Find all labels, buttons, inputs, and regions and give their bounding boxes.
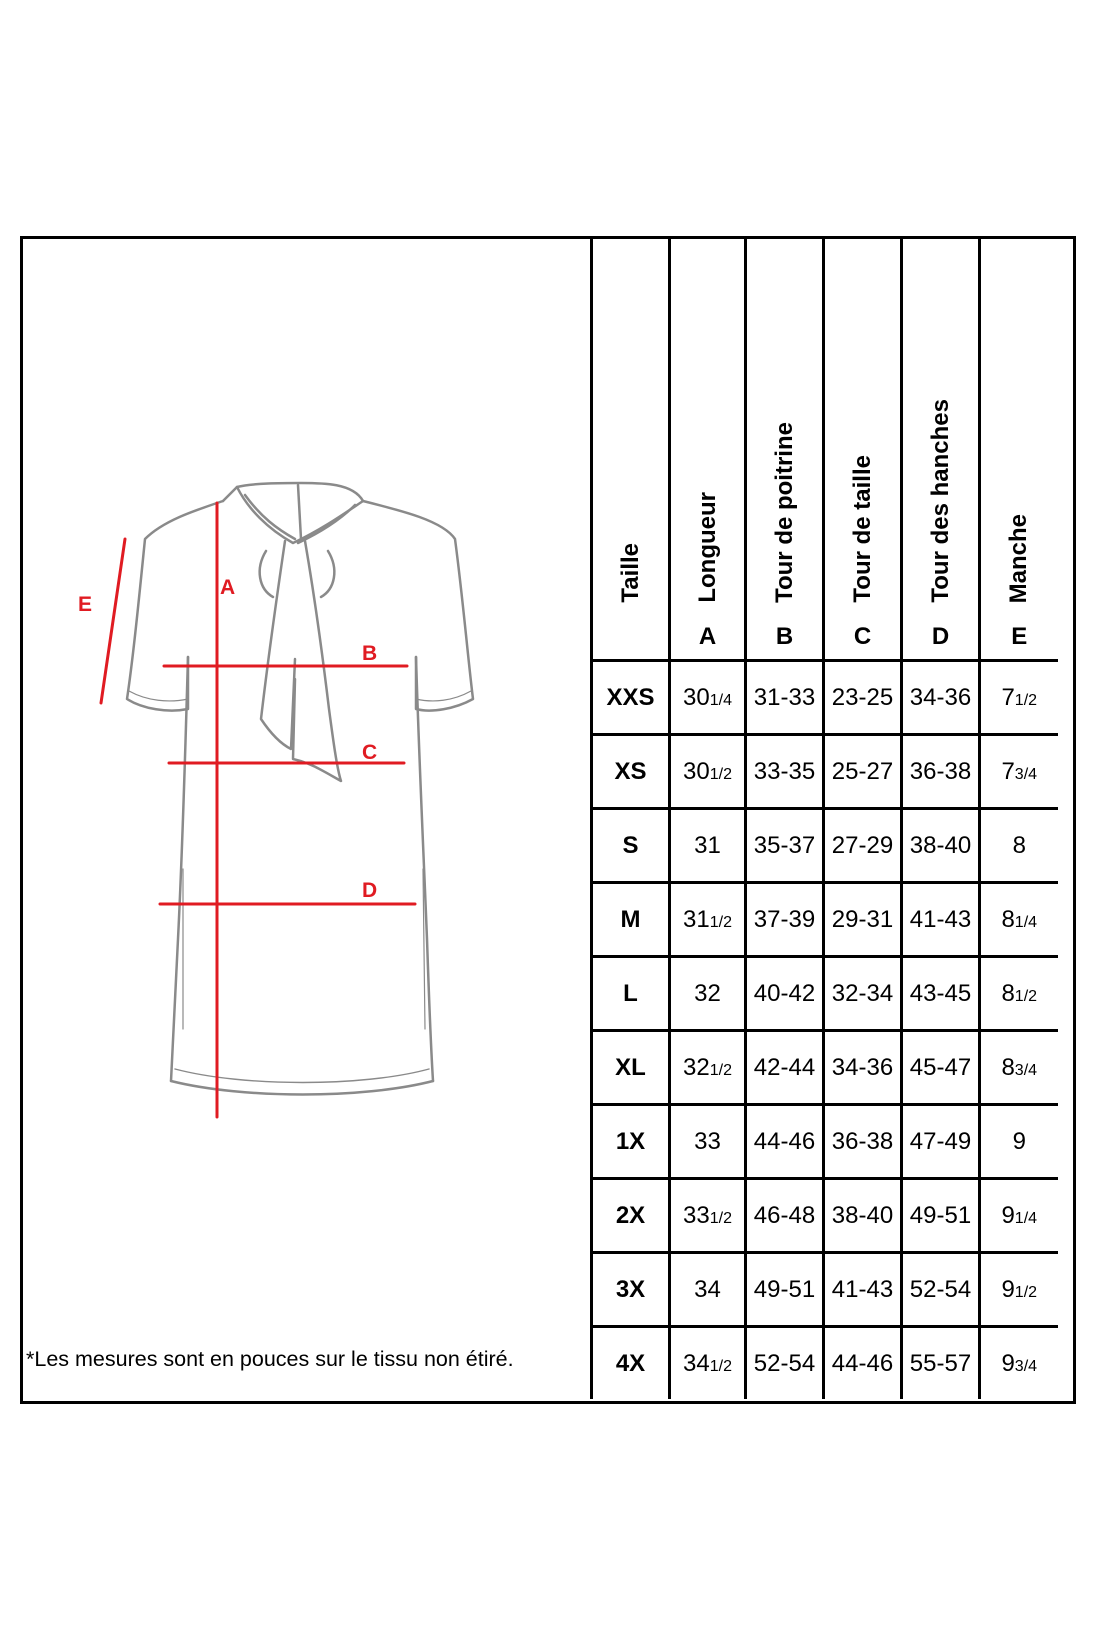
cell-manche [980,1031,1058,1105]
cell-tour-de-taille: 25-27 [824,735,902,809]
value-whole: 9 [1001,1275,1015,1303]
value-whole: 32 [694,979,721,1007]
header-letter: B [775,623,794,650]
header-label: Tour de taille [848,455,876,603]
cell-longueur [670,957,746,1031]
dress-outline [127,483,473,1095]
table-header-row [592,239,1058,661]
size-chart-frame [20,236,1076,1404]
table-row [592,735,1058,809]
cell-manche [980,809,1058,883]
measure-line-e [101,539,125,703]
value-fraction: 1/2 [709,1061,732,1079]
cell-size: XL [592,1031,670,1105]
measurement-footnote: *Les mesures sont en pouces sur le tissu non étiré. [26,1347,514,1371]
cell-longueur [670,661,746,735]
value-fraction: 3/4 [1014,1357,1038,1375]
cell-tour-de-taille: 32-34 [824,957,902,1031]
label-a: A [220,576,236,599]
cell-tour-des-hanches: 34-36 [902,661,980,735]
cell-tour-des-hanches: 49-51 [902,1179,980,1253]
dress-diagram [23,239,590,1401]
value-whole: 9 [1001,1349,1015,1377]
table-row [592,809,1058,883]
cell-size: XXS [592,661,670,735]
cell-tour-de-poitrine: 31-33 [746,661,824,735]
cell-size: 1X [592,1105,670,1179]
cell-tour-de-poitrine: 40-42 [746,957,824,1031]
value-whole: 31 [683,905,710,933]
cell-tour-des-hanches: 41-43 [902,883,980,957]
value-fraction: 1/2 [1014,987,1038,1005]
table-body [592,661,1058,1400]
cell-tour-des-hanches: 52-54 [902,1253,980,1327]
header-letter: D [931,623,950,650]
cell-longueur [670,735,746,809]
value-whole: 34 [683,1349,710,1377]
value-fraction: 1/2 [1014,1283,1038,1301]
value-fraction: 1/4 [709,691,732,709]
cell-longueur [670,1327,746,1400]
value-whole: 9 [1001,1201,1015,1229]
value-whole: 7 [1001,757,1015,785]
cell-size: 4X [592,1327,670,1400]
cell-tour-de-poitrine: 37-39 [746,883,824,957]
cell-tour-de-poitrine: 44-46 [746,1105,824,1179]
header-label: Taille [616,543,644,603]
cell-manche [980,883,1058,957]
value-fraction: 1/4 [1014,1209,1038,1227]
value-fraction: 1/2 [709,1209,732,1227]
cell-tour-de-taille: 29-31 [824,883,902,957]
table-row [592,883,1058,957]
cell-tour-des-hanches: 45-47 [902,1031,980,1105]
value-fraction: 1/4 [1014,913,1038,931]
garment-diagram-panel [23,239,590,1401]
cell-tour-de-taille: 36-38 [824,1105,902,1179]
cell-longueur [670,1031,746,1105]
value-fraction: 1/2 [709,765,732,783]
cell-manche [980,1179,1058,1253]
value-whole: 31 [694,831,721,859]
label-b: B [362,642,378,665]
value-whole: 8 [1012,831,1026,859]
cell-tour-de-taille: 44-46 [824,1327,902,1400]
label-e: E [78,593,93,616]
cell-longueur [670,1179,746,1253]
header-taille [592,239,670,661]
value-whole: 32 [683,1053,710,1081]
value-fraction: 1/2 [709,1357,732,1375]
value-whole: 33 [683,1201,710,1229]
cell-tour-de-poitrine: 49-51 [746,1253,824,1327]
table-row [592,1031,1058,1105]
cell-tour-des-hanches: 47-49 [902,1105,980,1179]
header-letter: C [853,623,872,650]
cell-longueur [670,809,746,883]
cell-tour-des-hanches: 38-40 [902,809,980,883]
cell-manche [980,735,1058,809]
cell-tour-des-hanches: 43-45 [902,957,980,1031]
cell-tour-de-poitrine: 52-54 [746,1327,824,1400]
header-tour-de-poitrine [746,239,824,661]
cell-manche [980,1327,1058,1400]
cell-tour-de-poitrine: 35-37 [746,809,824,883]
header-letter: A [698,623,717,650]
header-longueur [670,239,746,661]
header-letter: E [1011,623,1028,650]
cell-tour-des-hanches: 36-38 [902,735,980,809]
value-whole: 34 [694,1275,721,1303]
header-label: Manche [1005,513,1033,603]
header-tour-de-taille [824,239,902,661]
cell-longueur [670,1253,746,1327]
value-whole: 8 [1001,1053,1015,1081]
cell-manche [980,1105,1058,1179]
cell-manche [980,1253,1058,1327]
table-row [592,957,1058,1031]
value-fraction: 3/4 [1014,1061,1038,1079]
cell-longueur [670,1105,746,1179]
header-manche [980,239,1058,661]
header-label: Tour des hanches [926,399,954,603]
cell-size: S [592,809,670,883]
value-whole: 7 [1001,683,1015,711]
value-fraction: 1/2 [1014,691,1038,709]
cell-size: M [592,883,670,957]
cell-tour-de-poitrine: 42-44 [746,1031,824,1105]
value-whole: 9 [1012,1127,1026,1155]
cell-tour-de-poitrine: 33-35 [746,735,824,809]
measurement-lines [101,503,415,1117]
cell-tour-de-taille: 23-25 [824,661,902,735]
value-whole: 8 [1001,905,1015,933]
cell-size: 2X [592,1179,670,1253]
cell-size: 3X [592,1253,670,1327]
value-fraction: 3/4 [1014,765,1038,783]
cell-size: XS [592,735,670,809]
table-row [592,661,1058,735]
table-row [592,1179,1058,1253]
label-d: D [362,879,378,902]
value-whole: 30 [683,757,710,785]
cell-tour-de-taille: 41-43 [824,1253,902,1327]
cell-longueur [670,883,746,957]
cell-tour-de-taille: 34-36 [824,1031,902,1105]
cell-manche [980,661,1058,735]
table-row [592,1105,1058,1179]
cell-manche [980,957,1058,1031]
cell-tour-de-taille: 38-40 [824,1179,902,1253]
cell-tour-de-taille: 27-29 [824,809,902,883]
cell-tour-de-poitrine: 46-48 [746,1179,824,1253]
header-label: Tour de poitrine [770,422,798,603]
header-tour-des-hanches [902,239,980,661]
size-table [590,239,1058,1399]
header-label: Longueur [693,492,721,603]
table-row [592,1253,1058,1327]
value-fraction: 1/2 [709,913,732,931]
cell-tour-des-hanches: 55-57 [902,1327,980,1400]
table-row [592,1327,1058,1400]
value-whole: 30 [683,683,710,711]
value-whole: 33 [694,1127,721,1155]
value-whole: 8 [1001,979,1015,1007]
cell-size: L [592,957,670,1031]
label-c: C [362,741,378,764]
